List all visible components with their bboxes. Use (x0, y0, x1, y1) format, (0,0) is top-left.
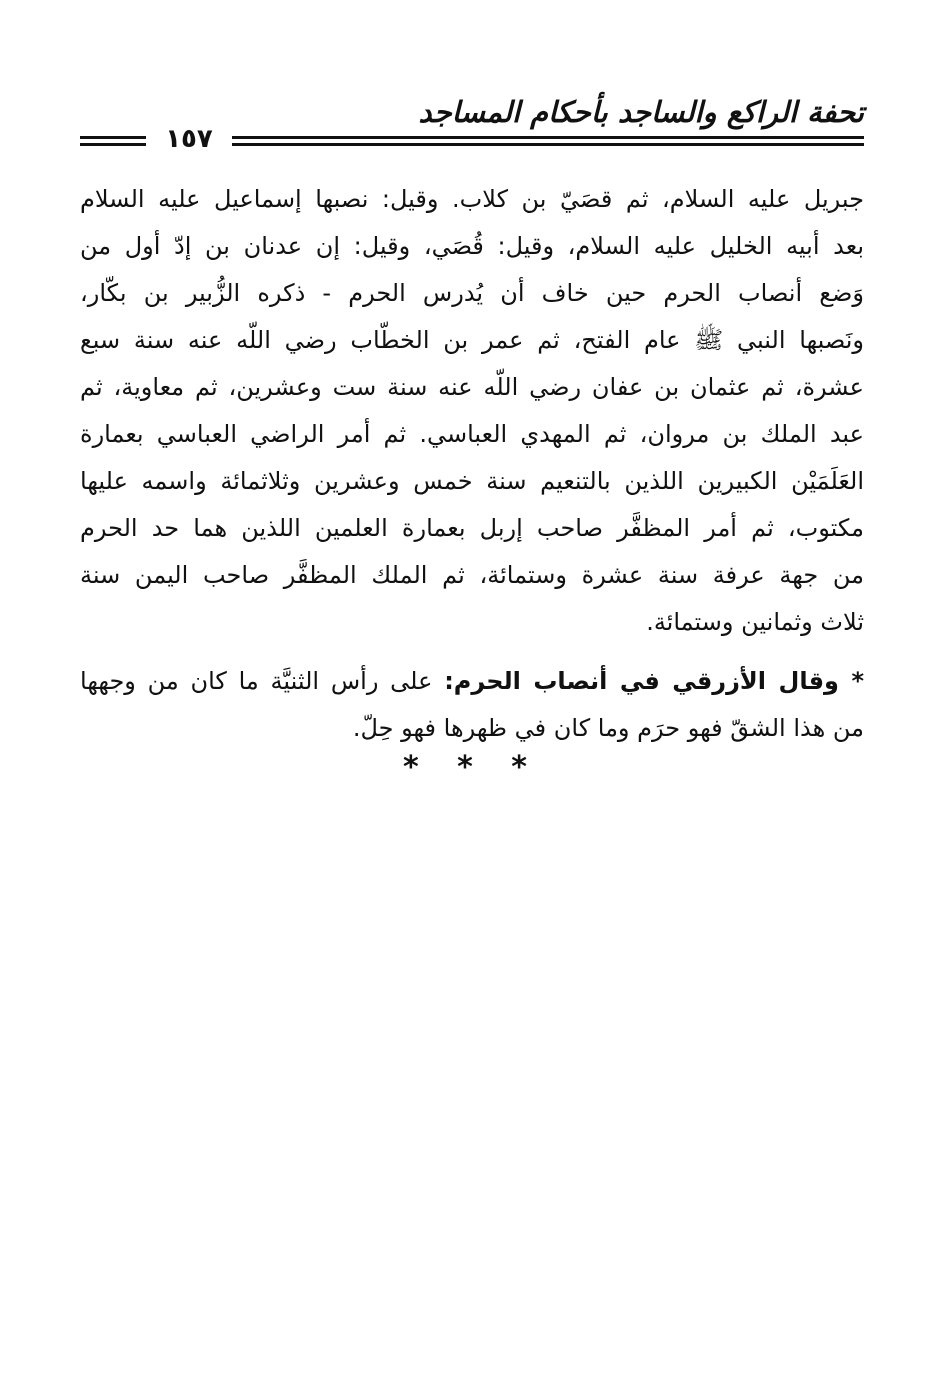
text-line (80, 658, 864, 705)
text-line: جبريل عليه السلام، ثم قصَيّ بن كلاب. وقيل: نصبها إسماعيل عليه السلام (80, 185, 864, 213)
body-text (80, 176, 864, 752)
section-separator: * * * (403, 750, 541, 785)
text-line: بعد أبيه الخليل عليه السلام، وقيل: قُصَي، وقيل: إن عدنان بن إدّ أول من (80, 232, 864, 260)
text-line: وَضع أنصاب الحرم حين خاف أن يُدرس الحرم - ذكره الزُّبير بن بكّار، (80, 279, 864, 307)
header-rule-right (232, 136, 864, 146)
text-line: عشرة، ثم عثمان بن عفان رضي اللّه عنه سنة ست وعشرين، ثم معاوية، ثم (80, 373, 864, 401)
text-line: ثلاث وثمانين وستمائة. (646, 608, 864, 636)
text-line: عبد الملك بن مروان، ثم المهدي العباسي. ثم أمر الراضي العباسي بعمارة (80, 420, 864, 448)
paragraph-gap (80, 646, 864, 658)
paragraph-1 (80, 176, 864, 646)
text-line: من جهة عرفة سنة عشرة وستمائة، ثم الملك المظفَّر صاحب اليمن سنة (80, 561, 864, 589)
text-span: على رأس الثنيَّة ما كان من وجهها (80, 667, 445, 695)
header-rule-left (80, 136, 146, 146)
text-line: من هذا الشقّ فهو حرَم وما كان في ظهرها فهو حِلّ. (352, 714, 864, 742)
running-header-title: تحفة الراكع والساجد بأحكام المساجد (418, 95, 864, 129)
text-line: العَلَمَيْن الكبيرين اللذين بالتنعيم سنة خمس وعشرين وثلاثمائة واسمه عليها (80, 467, 864, 495)
paragraph-2 (80, 658, 864, 752)
azraqi-heading: * وقال الأزرقي في أنصاب الحرم: (444, 667, 864, 695)
text-line: ونَصبها النبي ﷺ عام الفتح، ثم عمر بن الخطّاب رضي اللّه عنه سنة سبع (80, 326, 864, 354)
text-line: مكتوب، ثم أمر المظفَّر صاحب إربل بعمارة العلمين اللذين هما حد الحرم (80, 514, 864, 542)
page-number: ١٥٧ (165, 124, 213, 154)
